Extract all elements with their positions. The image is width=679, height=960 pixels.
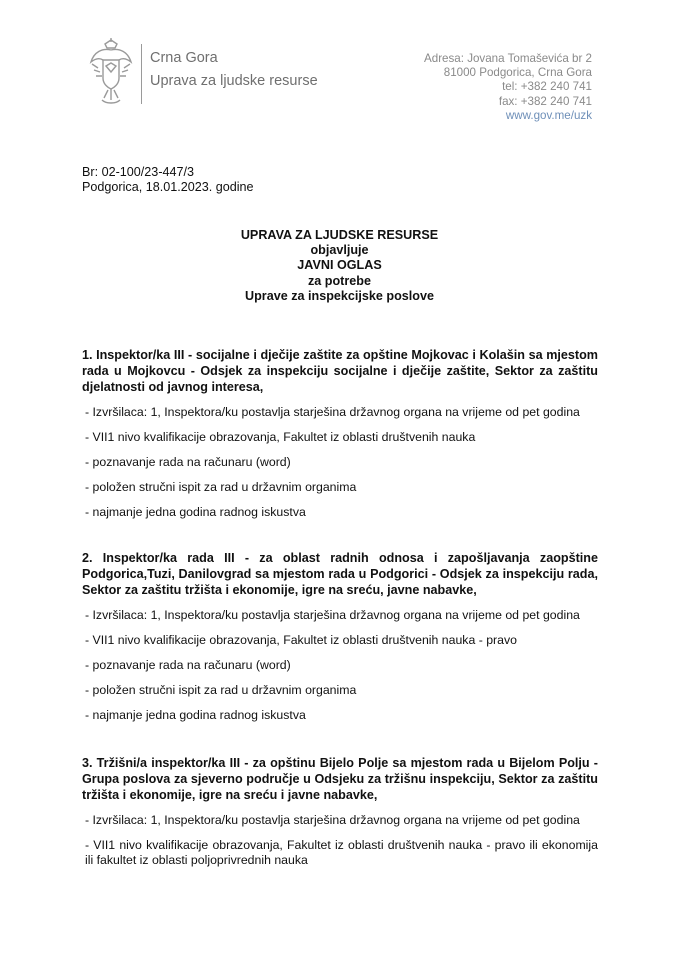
contact-city: 81000 Podgorica, Crna Gora xyxy=(443,66,592,80)
requirement-item: - položen stručni ispit za rad u državnim organima xyxy=(85,480,357,495)
requirement-item: - Izvršilaca: 1, Inspektora/ku postavlja starješina državnog organa na vrijeme od pet godina xyxy=(85,813,580,828)
contact-block xyxy=(424,52,592,123)
contact-tel: tel: +382 240 741 xyxy=(502,80,592,94)
document-place-date: Podgorica, 18.01.2023. godine xyxy=(82,180,254,194)
contact-address: Adresa: Jovana Tomaševića br 2 xyxy=(424,52,592,65)
requirement-item: - najmanje jedna godina radnog iskustva xyxy=(85,708,306,723)
requirement-item: - Izvršilaca: 1, Inspektora/ku postavlja starješina državnog organa na vrijeme od pet godina xyxy=(85,608,580,623)
announcement-line: Uprave za inspekcijske poslove xyxy=(245,288,434,303)
document-meta xyxy=(82,165,254,195)
position-section-2 xyxy=(82,551,598,723)
document-number: Br: 02-100/23-447/3 xyxy=(82,165,195,179)
institution-agency: Uprava za ljudske resurse xyxy=(150,73,318,89)
announcement-heading xyxy=(0,228,679,304)
requirement-item: - VII1 nivo kvalifikacije obrazovanja, Fakultet iz oblasti društvenih nauka - pravo xyxy=(85,633,517,648)
requirement-item: - VII1 nivo kvalifikacije obrazovanja, Fakultet iz oblasti društvenih nauka xyxy=(85,430,476,445)
position-section-3 xyxy=(82,756,598,868)
position-title: 2. Inspektor/ka rada III - za oblast radnih odnosa i zapošljavanja zaopštine Podgorica,Tuzi, Danilovgrad sa mjestom rada u Podgorici - Odsjek za inspekciju rada, Sektor za zaštitu tržišta i ekonomije, igre na sreću, javne nabavke, xyxy=(82,551,598,597)
requirement-item: - poznavanje rada na računaru (word) xyxy=(85,658,291,673)
institution-name xyxy=(150,47,318,93)
requirement-item: - poznavanje rada na računaru (word) xyxy=(85,455,291,470)
announcement-line: za potrebe xyxy=(308,273,371,288)
contact-fax: fax: +382 240 741 xyxy=(498,94,592,108)
coat-of-arms-logo xyxy=(88,38,134,108)
position-section-1 xyxy=(82,348,598,520)
requirement-item: - najmanje jedna godina radnog iskustva xyxy=(85,505,306,520)
contact-website-link[interactable]: www.gov.me/uzk xyxy=(505,108,592,122)
header-divider xyxy=(141,44,142,104)
position-title: 3. Tržišni/a inspektor/ka III - za opštinu Bijelo Polje sa mjestom rada u Bijelom Polju - Grupa poslova za sjeverno područje u Odsjeku za tržišnu inspekciju, Sektor za zaštitu tržišta i ekonomije, igre na sreću i javne nabavke, xyxy=(82,756,598,802)
requirement-item: - položen stručni ispit za rad u državnim organima xyxy=(85,683,357,698)
announcement-line: JAVNI OGLAS xyxy=(297,258,382,273)
requirement-item: - VII1 nivo kvalifikacije obrazovanja, Fakultet iz oblasti društvenih nauka - pravo ili ekonomija ili fakultet iz oblasti poljoprivrednih nauka xyxy=(85,838,598,868)
announcement-line: objavljuje xyxy=(310,243,369,258)
position-title: 1. Inspektor/ka III - socijalne i dječije zaštite za opštine Mojkovac i Kolašin sa mjestom rada u Mojkovcu - Odsjek za inspekciju socijalne i dječije zaštite, Sektor za zaštitu djelatnosti od javnog interesa, xyxy=(82,348,598,394)
institution-country: Crna Gora xyxy=(150,50,218,66)
requirement-item: - Izvršilaca: 1, Inspektora/ku postavlja starješina državnog organa na vrijeme od pet godina xyxy=(85,405,580,420)
announcement-line: UPRAVA ZA LJUDSKE RESURSE xyxy=(240,228,439,242)
